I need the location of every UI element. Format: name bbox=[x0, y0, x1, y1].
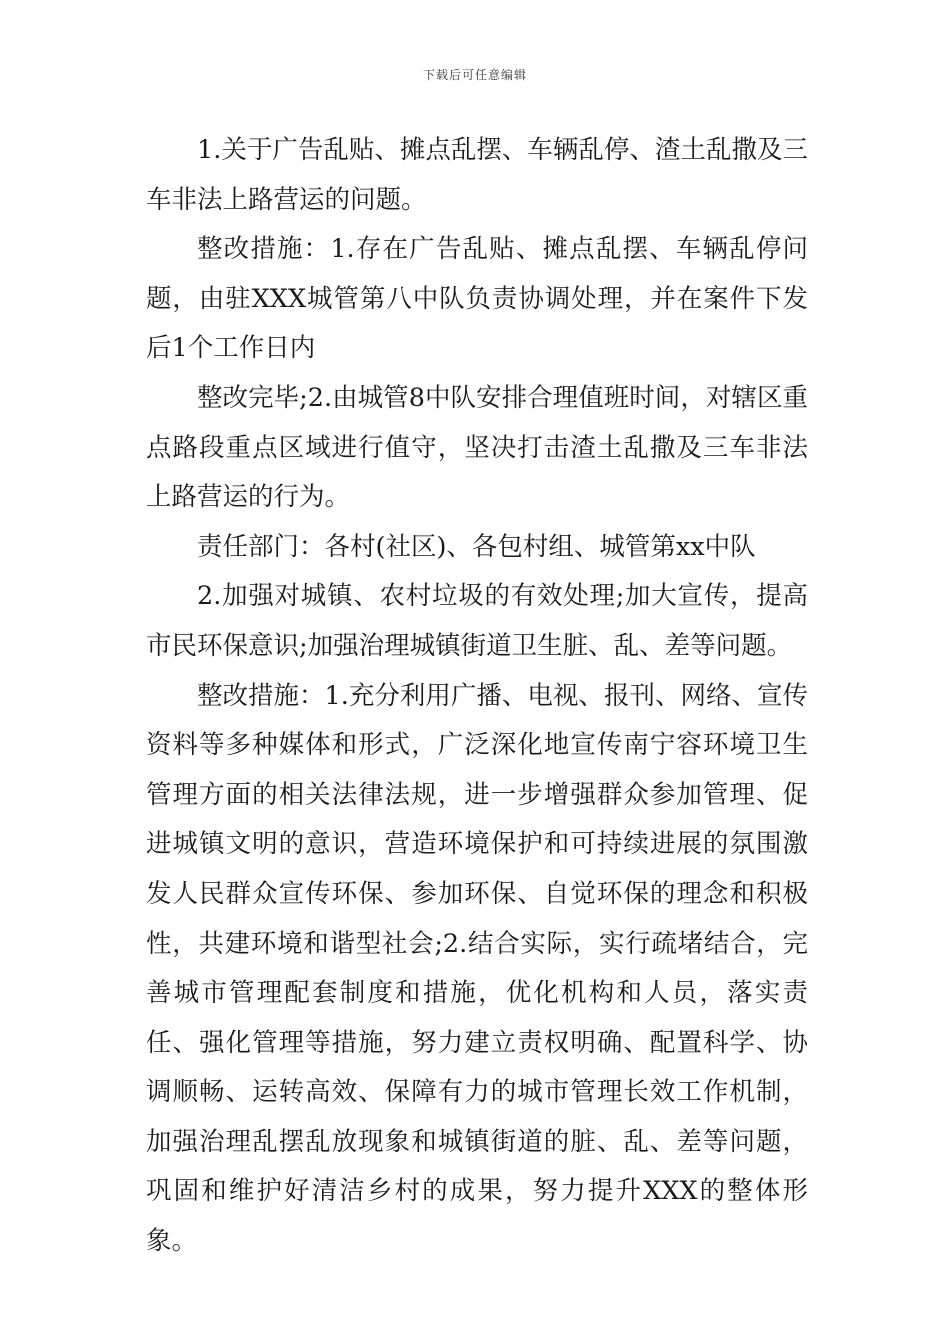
paragraph-responsible-department: 责任部门：各村(社区)、各包村组、城管第xx中队 bbox=[197, 531, 756, 562]
paragraph-measures-1: 整改措施：1.存在广告乱贴、摊点乱摆、车辆乱停问题，由驻XXX城管第八中队负责协调处理，并在案件下发后1个工作日内 bbox=[146, 234, 808, 364]
document-body bbox=[146, 126, 808, 1267]
paragraph-issue-2: 2.加强对城镇、农村垃圾的有效处理;加大宣传，提高市民环保意识;加强治理城镇街道卫生脏、乱、差等问题。 bbox=[146, 581, 808, 661]
paragraph-measures-1-continued: 整改完毕;2.由城管8中队安排合理值班时间，对辖区重点路段重点区域进行值守，坚决打击渣土乱撒及三车非法上路营运的行为。 bbox=[146, 382, 808, 513]
page-header: 下载后可任意编辑 bbox=[422, 68, 527, 82]
paragraph-measures-2: 整改措施：1.充分利用广播、电视、报刊、网络、宣传资料等多种媒体和形式，广泛深化地宣传南宁容环境卫生管理方面的相关法律法规，进一步增强群众参加管理、促进城镇文明的意识，营造环境保护和可持续进展的氛围激发人民群众宣传环保、参加环保、自觉环保的理念和积极性，共建环境和谐型社会;2.结合实际，实行疏堵结合，完善城市管理配套制度和措施，优化机构和人员，落实责任、强化管理等措施，努力建立责权明确、配置科学、协调顺畅、运转高效、保障有力的城市管理长效工作机制，加强治理乱摆乱放现象和城镇街道的脏、乱、差等问题，巩固和维护好清洁乡村的成果，努力提升XXX的整体形象。 bbox=[146, 680, 808, 1257]
paragraph-issue-1: 1.关于广告乱贴、摊点乱摆、车辆乱停、渣土乱撒及三车非法上路营运的问题。 bbox=[146, 135, 808, 215]
